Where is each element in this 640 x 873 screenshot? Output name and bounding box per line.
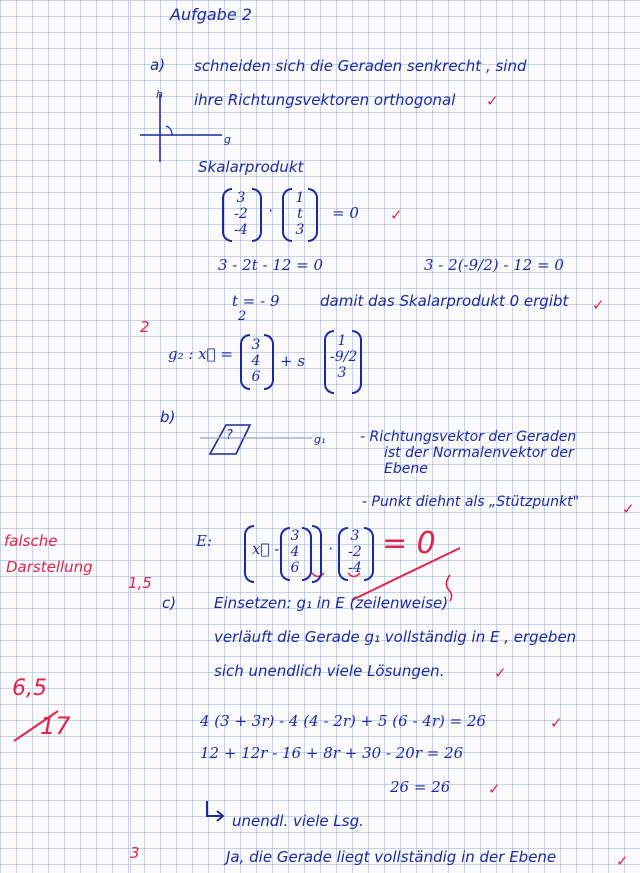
result-equation: 26 = 26 — [390, 778, 451, 796]
equation-check: 3 - 2(-9/2) - 12 = 0 — [424, 256, 564, 274]
axis-h-label: h — [156, 88, 163, 101]
part-b-note-2: - Punkt diehnt als „Stützpunkt" — [362, 494, 580, 510]
axis-g-label: g — [224, 133, 231, 146]
g2-support-vector: 3 4 6 — [251, 337, 261, 385]
total-score-numerator: 6,5 — [12, 676, 47, 701]
worksheet-page: Aufgabe 2 a) schneiden sich die Geraden senkrecht , sind ihre Richtungsvektoren orthogonal ✓ h g Skalarprodukt 3 -2 -4 · 1 t 3 = 0 ✓ 3 - 2t - 12 = 0 3 - 2(-9/2) - 12 = 0 t = - 9 2 damit das Skalarprodukt 0 ergibt ✓ 2 g₂ : x⃗ = 3 4 6 + s 1 -9/2 3 b) ? g₁ - Richtungsvektor der Geraden ist der Normalenvektor der Ebene - Punkt diehnt als „Stützpunkt" ✓ falsche Darstellung 1,5 E: x⃗ - 3 4 6 · 3 -2 -4 = 0 c) Einsetzen: g₁ in E (zeilenweise) verläuft die Gerade g₁ vollständig in E , ergeben sich unendlich viele Lösungen. ✓ 6,5 17 4 (3 + 3r) - 4 (4 - 2r) + 5 (6 - 4r) = 26 ✓ 12 + 12r - 16 + 8r + 30 - 20r = 26 26 = 26 ✓ unendl. viele Lsg. Ja, die Gerade liegt vollständig in der Ebene 3 ✓ — [0, 0, 640, 873]
vector-direction-g1: 3 -2 -4 — [234, 190, 248, 238]
conclusion-infinite: unendl. viele Lsg. — [232, 812, 364, 830]
g2-direction-vector: 1 -9/2 3 — [330, 333, 358, 381]
part-c-line-2: verläuft die Gerade g₁ vollständig in E , ergeben — [214, 628, 577, 646]
right-angle-arc — [166, 126, 172, 135]
g2-label: g₂ : x⃗ = — [168, 345, 234, 363]
conclusion-line: Ja, die Gerade liegt vollständig in der Ebene — [226, 848, 557, 866]
part-c-line-3: sich unendlich viele Lösungen. — [214, 662, 445, 680]
g1-sketch-label: g₁ — [314, 433, 326, 446]
equation-1: 3 - 2t - 12 = 0 — [218, 256, 324, 274]
check-mark: ✓ — [486, 92, 499, 110]
plane-label: E: — [196, 532, 213, 550]
substitution-equation: 4 (3 + 3r) - 4 (4 - 2r) + 5 (6 - 4r) = 26 — [200, 712, 487, 730]
score-part-a: 2 — [140, 318, 150, 336]
teacher-comment: falsche — [4, 532, 58, 550]
plane-normal-vector: 3 -2 -4 — [348, 528, 362, 576]
exercise-title: Aufgabe 2 — [170, 5, 252, 24]
plane-support-vector: 3 4 6 — [290, 528, 300, 576]
scalar-equals-zero: = 0 — [332, 204, 359, 222]
part-a-line-2: ihre Richtungsvektoren orthogonal — [194, 91, 456, 109]
solution-note: damit das Skalarprodukt 0 ergibt — [320, 292, 569, 310]
plane-equals-zero: = 0 — [382, 526, 436, 561]
part-c-label: c) — [162, 594, 177, 612]
vector-direction-g2: 1 t 3 — [295, 190, 305, 238]
scalar-product-heading: Skalarprodukt — [198, 158, 304, 176]
score-part-b: 1,5 — [128, 574, 152, 592]
solution-t: t = - 9 — [232, 292, 280, 310]
total-score-denominator: 17 — [40, 712, 71, 740]
part-a-label: a) — [150, 56, 166, 74]
part-a-line-1: schneiden sich die Geraden senkrecht , sind — [194, 57, 527, 75]
score-part-c: 3 — [130, 844, 140, 862]
expanded-equation: 12 + 12r - 16 + 8r + 30 - 20r = 26 — [200, 744, 464, 762]
part-b-note-1: - Richtungsvektor der Geraden — [360, 429, 577, 445]
part-c-line-1: Einsetzen: g₁ in E (zeilenweise) — [214, 594, 449, 612]
plane-question-mark: ? — [226, 428, 233, 443]
part-b-label: b) — [160, 408, 176, 426]
